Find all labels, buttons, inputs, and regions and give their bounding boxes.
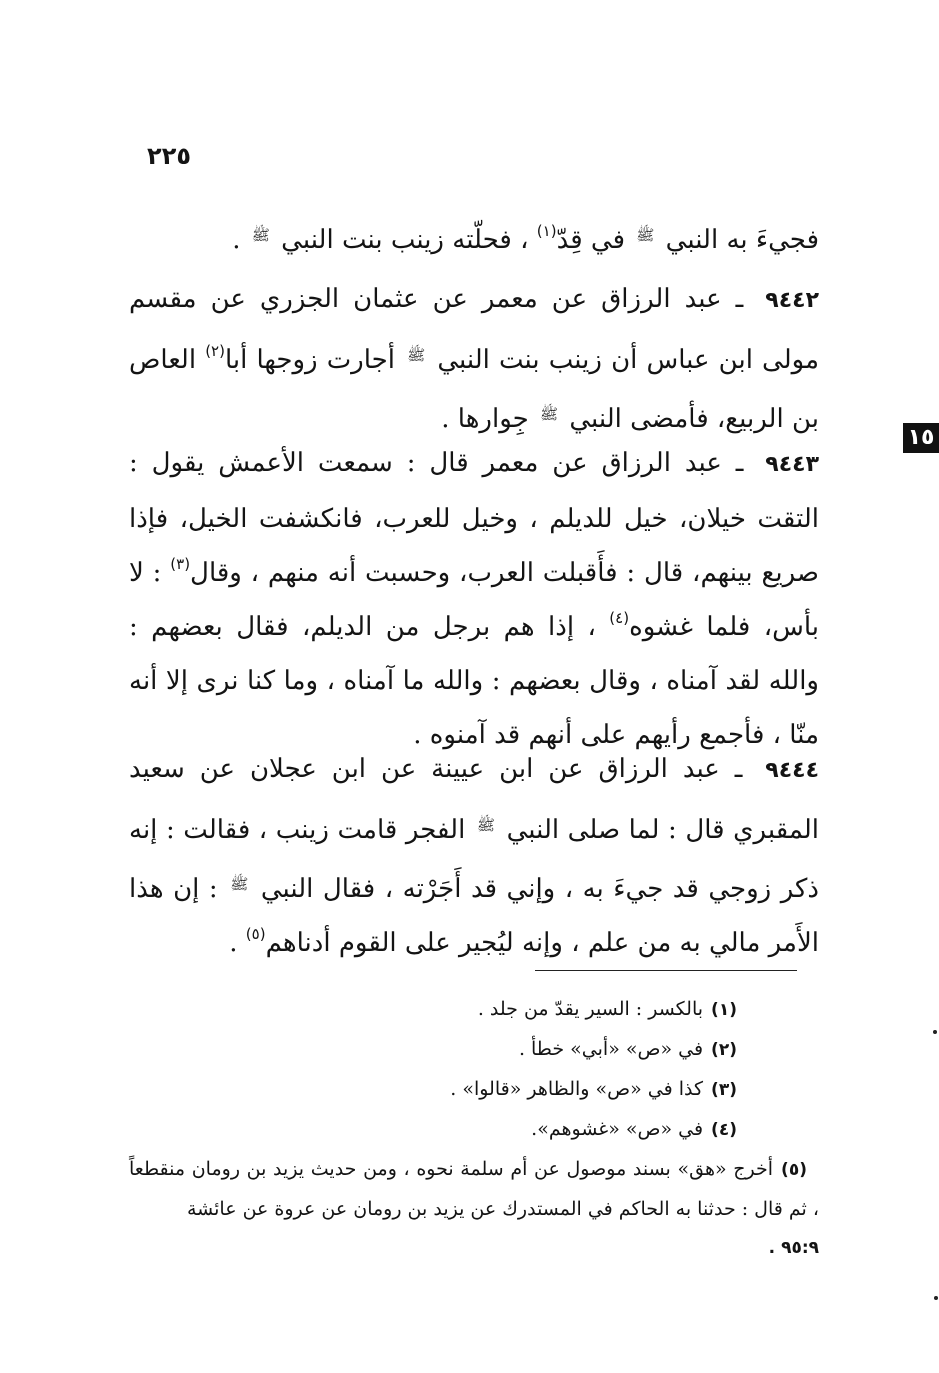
hadith-9443 [129,436,819,762]
footnote-text: بالكسر : السير يقدّ من جلد . [477,998,704,1020]
footnote-3 [129,1070,819,1110]
text: ـ عبد الرزاق عن معمر قال : سمعت الأعمش يقول : التقت خيلان، خيل للديلم ، وخيل للعرب، فانكشفت الخيل، فإذا صريع بينهم، قال : فأَقبلت العرب، وحسبت أنه منهم ، وقال [129,448,820,588]
footnote-number: (٣) [711,1080,737,1100]
honorific-glyph: ﷺ [636,226,655,244]
scan-speck [934,1296,938,1300]
honorific-glyph: ﷺ [230,875,249,893]
footnote-4 [129,1110,819,1150]
footnote-ref: (٣) [170,555,191,573]
honorific-glyph: ﷺ [251,226,270,244]
honorific-glyph: ﷺ [407,346,426,364]
footnote-divider [535,970,797,971]
hadith-number: ٩٤٤٢ [765,288,819,313]
side-marker: ١٥ [903,423,939,453]
footnote-1 [129,990,819,1030]
text: ـ عبد الرزاق عن معمر عن عثمان الجزري عن مقسم مولى ابن عباس أن زينب بنت النبي [129,284,820,375]
honorific-glyph: ﷺ [539,405,559,423]
text: . [229,928,238,958]
scan-speck [933,1030,937,1034]
text: فجيءَ به النبي [665,225,819,255]
footnote-ref: (٥) [245,925,266,943]
text: : لا بأس، فلما غشوه [129,558,820,642]
footnote-number: (١) [711,1000,737,1020]
text: . [232,225,241,255]
footnote-number: (٢) [711,1040,737,1060]
text: : إن هذا الأَمر مالي به من علم ، وإنه ليُجير على القوم أدناهم [129,874,819,958]
hadith-number: ٩٤٤٤ [765,758,819,783]
footnote-5 [129,1150,819,1268]
honorific-glyph: ﷺ [476,816,496,834]
text: أجارت زوجها أبا [224,345,395,375]
footnote-number: (٥) [781,1160,807,1180]
text: ، إذا هم برجل من الديلم، فقال بعضهم : والله لقد آمناه ، وقال بعضهم : والله ما آمناه ، وما كنا نرى إلا أنه منّا ، فأجمع رأيهم على أنهم قد آمنوه . [129,612,819,750]
text: العاص بن الربيع، فأمضى النبي [129,345,819,434]
footnote-ref: (٤) [609,609,630,627]
footnote-reference: ٩٥:٩ . [768,1238,819,1258]
footnote-text: كذا في «ص» والظاهر «قالوا» . [450,1078,704,1100]
footnotes [129,990,819,1268]
text: ، فحلّته زينب بنت النبي [281,225,529,255]
text: الفجر قامت زينب ، فقالت : إنه ذكر زوجي قد جيءَ به ، وإني قد أَجَرْته ، فقال النبي [129,815,820,904]
footnote-number: (٤) [711,1120,737,1140]
footnote-ref: (١) [536,222,557,240]
footnote-ref: (٢) [205,342,225,360]
text: ـ عبد الرزاق عن ابن عيينة عن ابن عجلان عن سعيد المقبري قال : لما صلى النبي [129,754,820,845]
page-number: ٢٢٥ [147,142,191,170]
footnote-text: في «ص» «غشوهم». [531,1118,704,1140]
footnote-2 [129,1030,819,1070]
hadith-9442 [129,272,819,446]
hadith-number: ٩٤٤٣ [765,452,819,477]
text: جِوارها . [441,404,529,434]
paragraph-1 [129,208,819,267]
footnote-text: في «ص» «أبي» خطأ . [518,1038,704,1060]
hadith-9444 [129,742,819,970]
footnote-text: أخرج «هق» بسند موصول عن أم سلمة نحوه ، ومن حديث يزيد بن رومان منقطعاً ، ثم قال : حدثنا به الحاكم في المستدرك عن يزيد بن رومان عن عروة عن عائشة [129,1158,819,1220]
text: في قِدّ [556,225,626,255]
